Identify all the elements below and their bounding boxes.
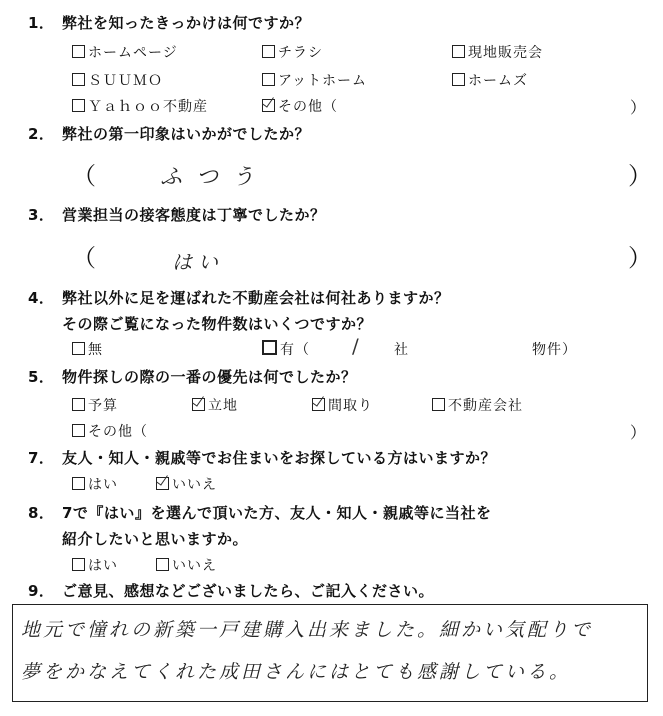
q5-option-location[interactable]: 立地	[192, 395, 238, 415]
q1-option-suumo[interactable]: ＳＵＵＭＯ	[72, 70, 163, 90]
q3-close-paren: ）	[628, 244, 652, 272]
question-5: 5． 物件探しの際の一番の優先は何でしたか？	[28, 368, 357, 386]
q2-close-paren: ）	[628, 162, 652, 190]
q1-option-other[interactable]: その他（	[262, 96, 338, 116]
checkbox[interactable]	[72, 45, 85, 58]
checkbox-checked[interactable]	[312, 398, 325, 411]
checkbox-checked[interactable]	[192, 398, 205, 411]
q1-close-paren: ）	[630, 98, 647, 117]
checkbox[interactable]	[262, 340, 277, 355]
q5-option-budget[interactable]: 予算	[72, 395, 118, 415]
checkbox[interactable]	[72, 99, 85, 112]
q3-answer[interactable]: はい	[172, 250, 224, 274]
question-7: 7． 友人・知人・親戚等でお住まいをお探している方はいますか？	[28, 449, 497, 467]
question-2: 2． 弊社の第一印象はいかがでしたか？	[28, 125, 311, 143]
q1-option-yahoo[interactable]: Ｙａｈｏｏ不動産	[72, 96, 208, 116]
checkbox[interactable]	[452, 45, 465, 58]
checkbox[interactable]	[262, 45, 275, 58]
q7-option-yes[interactable]: はい	[72, 474, 118, 494]
checkbox[interactable]	[156, 558, 169, 571]
question-1-text: 弊社を知ったきっかけは何ですか？	[62, 14, 311, 32]
q4-count-mark: /	[352, 334, 359, 358]
question-3: 3． 営業担当の接客態度は丁寧でしたか？	[28, 206, 326, 224]
q1-option-flyer[interactable]: チラシ	[262, 42, 323, 62]
q4-unit-property: 物件）	[532, 342, 577, 358]
q5-option-other[interactable]: その他（	[72, 421, 148, 441]
q1-option-open-house[interactable]: 現地販売会	[452, 42, 543, 62]
checkbox[interactable]	[262, 73, 275, 86]
checkbox[interactable]	[72, 342, 85, 355]
comment-line-2: 夢をかなえてくれた成田さんにはとても感謝している。	[21, 661, 572, 683]
question-8-sub: 紹介したいと思いますか。	[62, 530, 249, 548]
q1-option-homes[interactable]: ホームズ	[452, 70, 528, 90]
q8-option-no[interactable]: いいえ	[156, 555, 217, 575]
comment-line-1: 地元で憧れの新築一戸建購入出来ました。細かい気配りで	[21, 619, 594, 641]
checkbox-checked[interactable]	[262, 99, 275, 112]
checkbox[interactable]	[72, 398, 85, 411]
q7-option-no[interactable]: いいえ	[156, 474, 217, 494]
checkbox[interactable]	[432, 398, 445, 411]
question-8: 8． 7で『はい』を選んで頂いた方、友人・知人・親戚等に当社を	[28, 504, 492, 522]
comment-box[interactable]	[12, 604, 648, 702]
checkbox[interactable]	[72, 424, 85, 437]
q1-option-athome[interactable]: アットホーム	[262, 70, 367, 90]
checkbox-checked[interactable]	[156, 477, 169, 490]
checkbox[interactable]	[72, 73, 85, 86]
q4-option-yes[interactable]: 有（	[262, 339, 310, 359]
question-4-sub: その際ご覧になった物件数はいくつですか？	[62, 315, 373, 333]
q1-option-homepage[interactable]: ホームページ	[72, 42, 178, 62]
q2-answer[interactable]: ふつう	[160, 165, 269, 190]
q5-option-agency[interactable]: 不動産会社	[432, 395, 523, 415]
question-1-number: 1．	[28, 14, 55, 32]
checkbox[interactable]	[72, 558, 85, 571]
q5-close-paren: ）	[630, 423, 647, 442]
question-4: 4． 弊社以外に足を運ばれた不動産会社は何社ありますか？	[28, 289, 450, 307]
q4-option-none[interactable]: 無	[72, 339, 103, 359]
q4-unit-company: 社	[394, 342, 409, 358]
checkbox[interactable]	[72, 477, 85, 490]
q2-open-paren: （	[72, 162, 96, 190]
checkbox[interactable]	[452, 73, 465, 86]
q5-option-layout[interactable]: 間取り	[312, 395, 373, 415]
q8-option-yes[interactable]: はい	[72, 555, 118, 575]
q3-open-paren: （	[72, 244, 96, 272]
question-9: 9． ご意見、感想などございましたら、ご記入ください。	[28, 582, 435, 600]
question-1	[28, 12, 310, 33]
